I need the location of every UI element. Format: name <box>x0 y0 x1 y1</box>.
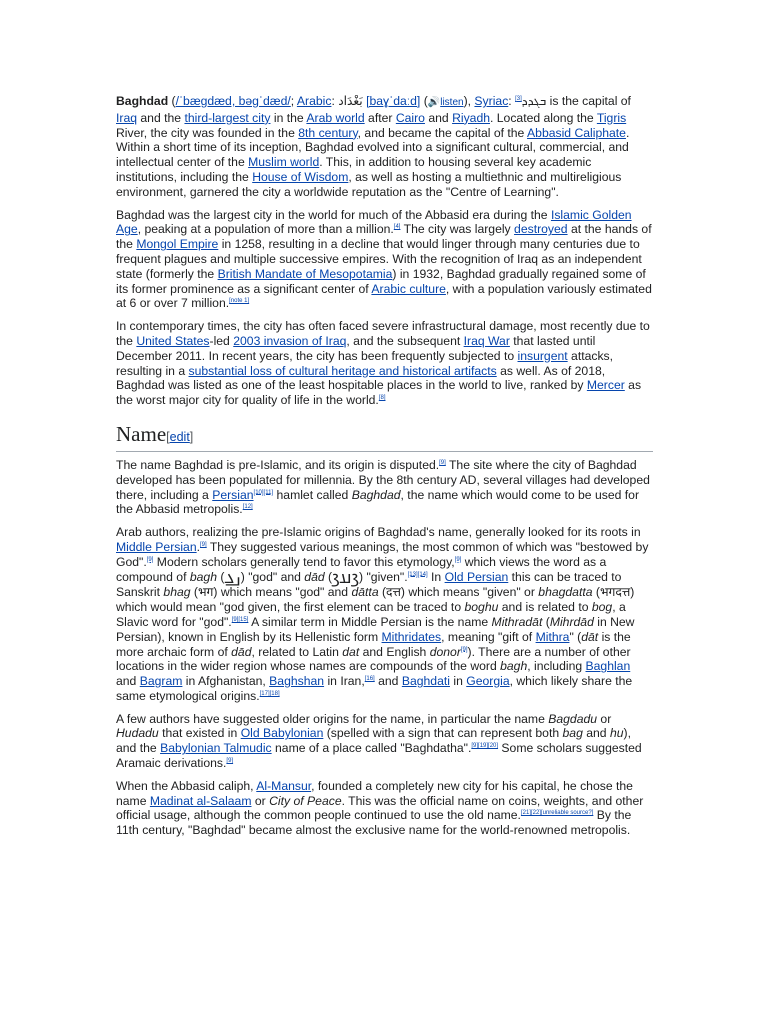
italic-term: Baghdad <box>351 487 401 502</box>
italic-term: dād <box>231 644 252 659</box>
united-states-link[interactable]: United States <box>136 333 210 348</box>
citation-link[interactable]: [9][19][20] <box>471 743 499 750</box>
arabic-culture-link[interactable]: Arabic culture <box>371 281 446 296</box>
georgia-link[interactable]: Georgia <box>466 674 510 689</box>
invasion-of-iraq-link[interactable]: 2003 invasion of Iraq <box>233 333 347 348</box>
text: . This was the official name on coins, weights, and other official usage, although the common people continued to use the old name. <box>116 793 644 823</box>
section-heading-name <box>116 422 653 452</box>
text: hamlet called <box>273 487 352 502</box>
italic-term: bhagdatta <box>538 585 593 600</box>
arab-world-link[interactable]: Arab world <box>306 110 365 125</box>
edit-bracket: [ <box>166 429 170 444</box>
text: in 1258, resulting in a decline that would linger through many centuries due to frequent plagues and multiple successive empires. With the recognition of Iraq as an independent state (formerly the <box>116 237 642 281</box>
italic-term: bhag <box>163 585 191 600</box>
text: Some scholars suggested Aramaic derivations. <box>116 741 642 771</box>
text: and <box>374 674 402 689</box>
text: (दत्त) which means "given" or <box>378 585 539 600</box>
babylonian-talmudic-link[interactable]: Babylonian Talmudic <box>160 741 272 756</box>
british-mandate-link[interactable]: British Mandate of Mesopotamia <box>217 266 393 281</box>
8th-century-link[interactable]: 8th century <box>298 125 358 140</box>
text: ( <box>168 94 176 108</box>
italic-term: Mithradāt <box>491 614 543 629</box>
name-paragraph-4 <box>116 779 653 838</box>
italic-term: Bagdadu <box>548 711 598 726</box>
baghlan-link[interactable]: Baghlan <box>585 659 631 674</box>
text: , and the subsequent <box>346 333 464 348</box>
italic-term: dāt <box>581 629 599 644</box>
text: , meaning "gift of <box>441 629 536 644</box>
text: after <box>364 110 396 125</box>
house-of-wisdom-link[interactable]: House of Wisdom <box>252 169 349 184</box>
syriac-name: : ܒܓܕܕ <box>508 94 547 108</box>
text: ( <box>216 569 225 584</box>
text: (spelled with a sign that can represent both <box>323 726 563 741</box>
text: The name Baghdad is pre-Islamic, and its origin is disputed. <box>116 457 440 472</box>
italic-term: Hudadu <box>116 726 159 741</box>
text: ; <box>290 94 297 108</box>
intro-paragraph <box>116 94 653 200</box>
bagram-link[interactable]: Bagram <box>139 674 183 689</box>
arabic-link[interactable]: Arabic <box>296 94 332 108</box>
edit-bracket: ] <box>189 429 194 444</box>
text: attacks, resulting in a <box>116 348 614 378</box>
abbasid-caliphate-link[interactable]: Abbasid Caliphate <box>527 125 626 140</box>
text: , and became the capital of the <box>357 125 528 140</box>
text: or <box>597 711 612 726</box>
citation-link[interactable]: [9] <box>454 556 462 563</box>
text: ). There are a number of other locations in the wider region whose names are compounds of the word <box>116 644 631 674</box>
italic-term: boghu <box>464 600 499 615</box>
text: ) in 1932, Baghdad gradually regained some of its former prominence as a significant center of <box>116 266 646 296</box>
riyadh-link[interactable]: Riyadh <box>452 110 490 125</box>
history-paragraph <box>116 208 653 312</box>
text: and is related to <box>498 600 592 615</box>
text: ( <box>324 569 333 584</box>
mithridates-link[interactable]: Mithridates <box>381 629 442 644</box>
text: name of a place called "Baghdatha". <box>271 741 472 756</box>
text: that lasted until December 2011. In recent years, the city has been frequently subjected to <box>116 333 596 363</box>
text: and <box>424 110 453 125</box>
text: is the capital of <box>546 94 631 108</box>
text: . This, in addition to housing several key academic institutions, including the <box>116 155 592 184</box>
italic-term: bagh <box>500 659 528 674</box>
text: (भगदत्त) which would mean "god given, the first element can be traced to <box>116 585 635 615</box>
text: Arab authors, realizing the pre-Islamic origins of Baghdad's name, generally looked for its roots in <box>116 525 641 540</box>
name-paragraph-1 <box>116 458 653 517</box>
citation-link[interactable]: [9] <box>460 646 468 653</box>
speaker-icon[interactable]: 🔊 <box>427 97 441 108</box>
middle-persian-link[interactable]: Middle Persian <box>116 539 197 554</box>
text: ( <box>542 614 550 629</box>
article-subject: Baghdad <box>116 94 169 108</box>
text: , with a population variously estimated at 6 or over 7 million. <box>116 281 652 311</box>
pahlavi-bagh-glyph: 𐭡𐭢 <box>224 567 241 587</box>
text: or <box>251 793 270 808</box>
madinat-al-salaam-link[interactable]: Madinat al-Salaam <box>149 793 252 808</box>
italic-term: dat <box>342 644 360 659</box>
text: Baghdad was the largest city in the world for much of the Abbasid era during the <box>116 207 551 222</box>
text: in <box>449 674 467 689</box>
citation-link[interactable]: [9][15] <box>231 616 249 623</box>
text: The site where the city of Baghdad developed has been populated for millennia. By the 8th century AD, several villages had developed there, including a <box>116 457 650 502</box>
text: in the <box>270 110 307 125</box>
text: ) "god" and <box>240 569 305 584</box>
syriac-link[interactable]: Syriac <box>474 94 509 108</box>
cultural-heritage-loss-link[interactable]: substantial loss of cultural heritage and historical artifacts <box>188 363 497 378</box>
italic-term: bag <box>562 726 583 741</box>
text: , which likely share the same etymological origins. <box>116 674 633 703</box>
text: River, the city was founded in the <box>116 125 299 140</box>
text: (भग) which means "god" and <box>190 585 352 600</box>
text: In <box>427 569 445 584</box>
text: When the Abbasid caliph, <box>116 778 257 793</box>
note-link[interactable]: [note 1] <box>229 298 250 305</box>
italic-term: donor <box>429 644 461 659</box>
text: at the hands of the <box>116 222 652 252</box>
text: , a Slavic word for "god". <box>116 600 626 629</box>
text: and the <box>137 110 185 125</box>
persian-link[interactable]: Persian <box>212 487 254 502</box>
article-content <box>116 94 653 846</box>
cairo-link[interactable]: Cairo <box>395 110 425 125</box>
text: -led <box>209 333 234 348</box>
text: as well. As of 2018, Baghdad was listed as one of the least hospitable places in the world to live, ranked by <box>116 363 606 393</box>
text: that existed in <box>158 726 241 741</box>
text: " ( <box>569 629 582 644</box>
italic-term: dād <box>304 569 325 584</box>
text: ) "given". <box>359 569 408 584</box>
text: in Afghanistan, <box>182 674 270 689</box>
italic-term: dātta <box>351 585 379 600</box>
citation-link[interactable]: [3] <box>515 95 522 102</box>
text: . Located along the <box>490 110 597 125</box>
text: and <box>582 726 610 741</box>
text: , including <box>527 659 586 674</box>
name-paragraph-2 <box>116 525 653 704</box>
text: , founded a completely new city for his capital, he chose the name <box>116 778 633 808</box>
mithra-link[interactable]: Mithra <box>535 629 570 644</box>
al-mansur-link[interactable]: Al-Mansur <box>256 778 312 793</box>
citation-link[interactable]: [21][22][unreliable source?] <box>520 810 594 817</box>
old-babylonian-link[interactable]: Old Babylonian <box>240 726 324 741</box>
mongol-empire-link[interactable]: Mongol Empire <box>136 237 219 252</box>
arabic-name: : بَغْدَاد <box>331 94 367 108</box>
citation-link[interactable]: [10][11] <box>253 489 274 496</box>
insurgent-link[interactable]: insurgent <box>517 348 568 363</box>
baghshan-link[interactable]: Baghshan <box>269 674 325 689</box>
text: and <box>116 674 140 689</box>
text: which views the word as a compound of <box>116 554 607 584</box>
contemporary-paragraph <box>116 319 653 408</box>
old-persian-link[interactable]: Old Persian <box>444 569 509 584</box>
text: A few authors have suggested older origins for the name, in particular the name <box>116 711 549 726</box>
name-paragraph-3 <box>116 712 653 771</box>
citation-link[interactable]: [16] <box>364 676 375 683</box>
destroyed-link[interactable]: destroyed <box>514 222 568 237</box>
italic-term: Mihrdād <box>549 614 594 629</box>
citation-link[interactable]: [9] <box>146 556 154 563</box>
text: ), and the <box>116 726 631 756</box>
muslim-world-link[interactable]: Muslim world <box>248 155 320 170</box>
italic-term: City of Peace <box>269 793 342 808</box>
text: They suggested various meanings, the most common of which was "bestowed by God". <box>116 539 649 569</box>
text: Modern scholars generally tend to favor this etymology, <box>153 554 455 569</box>
italic-term: bagh <box>189 569 217 584</box>
citation-link[interactable]: [8] <box>378 395 386 402</box>
ipa-link[interactable]: /ˈbæɡdæd, bəɡˈdæd/ <box>175 94 291 108</box>
iraq-war-link[interactable]: Iraq War <box>463 333 510 348</box>
tigris-link[interactable]: Tigris <box>596 110 627 125</box>
citation-link[interactable]: [9] <box>200 541 207 548</box>
citation-link[interactable]: [9] <box>439 459 446 466</box>
text: , the name which would come to be used for the Abbasid metropolis. <box>116 487 639 517</box>
pahlavi-dad-glyph: 𐭣𐭠𐭣 <box>332 567 360 587</box>
text: as the worst major city for quality of life in the world. <box>116 378 642 408</box>
text: The city was largely <box>400 222 515 237</box>
text: A similar term in Middle Persian is the name <box>248 614 492 629</box>
baghdati-link[interactable]: Baghdati <box>401 674 450 689</box>
text: in New Persian), known in English by its Hellenistic form <box>116 614 635 644</box>
text: . <box>196 539 201 554</box>
edit-section-link[interactable]: edit <box>169 429 190 444</box>
citation-link[interactable]: [13][14] <box>407 571 428 578</box>
italic-term: bog <box>591 600 613 615</box>
text: . Within a short time of its inception, Baghdad evolved into a significant cultural, commercial, and intellectual center of the <box>116 125 630 170</box>
section-title: Name <box>116 421 167 446</box>
iraq-link[interactable]: Iraq <box>116 110 138 125</box>
islamic-golden-age-link[interactable]: Islamic Golden Age <box>116 207 632 237</box>
text: ), <box>463 94 475 108</box>
citation-link[interactable]: [4] <box>393 224 401 231</box>
text: , peaking at a population of more than a million. <box>137 222 394 237</box>
citation-link[interactable]: [12] <box>242 504 253 511</box>
text: and English <box>359 644 430 659</box>
text: , related to Latin <box>251 644 343 659</box>
text: , as well as hosting a multiethnic and multireligious environment, garnered the city a worldwide reputation as the "Centre of Learning". <box>116 169 622 199</box>
citation-link[interactable]: [9] <box>226 758 234 765</box>
text: in Iran, <box>324 674 365 689</box>
arabic-ipa-link[interactable]: [baɣˈdaːd] <box>366 94 421 108</box>
text: By the 11th century, "Baghdad" became almost the exclusive name for the world-renowned metropolis. <box>116 808 632 838</box>
mercer-link[interactable]: Mercer <box>586 378 625 393</box>
text: In contemporary times, the city has often faced severe infrastructural damage, most recently due to the <box>116 319 650 348</box>
italic-term: hu <box>609 726 624 741</box>
listen-link[interactable]: listen <box>440 97 464 108</box>
third-largest-city-link[interactable]: third-largest city <box>184 110 271 125</box>
text: ( <box>420 94 428 108</box>
text: is the more archaic form of <box>116 629 631 659</box>
citation-link[interactable]: [17][18] <box>259 690 280 697</box>
text: this can be traced to Sanskrit <box>116 569 622 600</box>
